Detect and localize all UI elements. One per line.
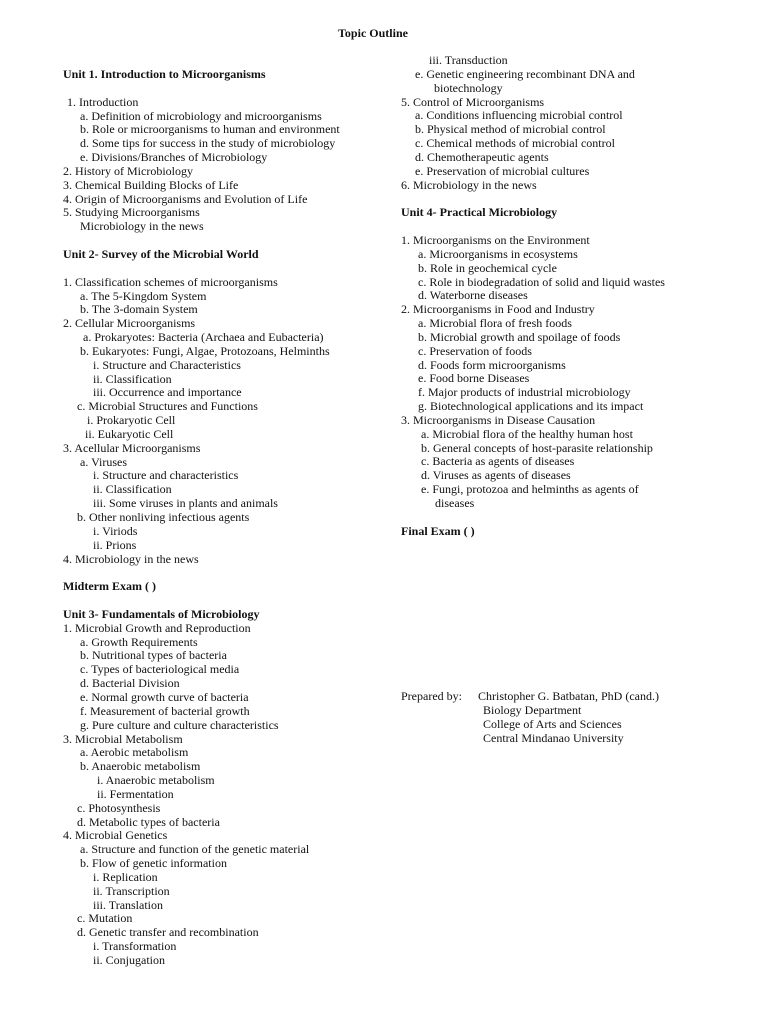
outline-right-column	[401, 54, 741, 539]
outline-item: a. Growth Requirements	[80, 634, 198, 649]
outline-item: i. Structure and characteristics	[93, 468, 239, 483]
outline-item: d. Metabolic types of bacteria	[77, 814, 220, 829]
blank-line	[63, 262, 388, 276]
outline-item: 1. Classification schemes of microorganisms	[63, 274, 278, 289]
prepared-by-row	[401, 690, 741, 704]
university: Central Mindanao University	[483, 730, 624, 745]
blank-line	[63, 566, 388, 580]
outline-item: g. Biotechnological applications and its impact	[418, 399, 644, 414]
outline-item: i. Anaerobic metabolism	[97, 773, 215, 788]
section-heading: Unit 2- Survey of the Microbial World	[63, 246, 259, 261]
outline-item: c. Chemical methods of microbial control	[415, 136, 615, 151]
outline-item: b. Flow of genetic information	[80, 856, 227, 871]
section-heading: Unit 1. Introduction to Microorganisms	[63, 67, 266, 81]
outline-item: i. Viriods	[93, 523, 138, 538]
outline-item: e. Food borne Diseases	[418, 371, 530, 386]
outline-item: e. Divisions/Branches of Microbiology	[80, 150, 268, 165]
outline-item: f. Measurement of bacterial growth	[80, 703, 250, 718]
outline-item: ii. Transcription	[93, 883, 170, 898]
outline-item: i. Replication	[93, 869, 158, 884]
outline-item: 6. Microbiology in the news	[401, 177, 537, 192]
section-heading: Unit 3- Fundamentals of Microbiology	[63, 606, 260, 621]
blank-line	[63, 234, 388, 248]
outline-item: b. Microbial growth and spoilage of foods	[418, 329, 621, 344]
blank-line	[401, 511, 741, 525]
outline-item: a. Prokaryotes: Bacteria (Archaea and Eubacteria)	[83, 330, 324, 345]
outline-item: d. Chemotherapeutic agents	[415, 149, 549, 164]
outline-item: 3. Chemical Building Blocks of Life	[63, 177, 239, 192]
outline-item: f. Major products of industrial microbiology	[418, 385, 631, 400]
page-title: Topic Outline	[338, 26, 408, 40]
outline-item: c. Role in biodegradation of solid and liquid wastes	[418, 274, 665, 289]
outline-item: d. Some tips for success in the study of microbiology	[80, 136, 336, 151]
outline-item: ii. Eukaryotic Cell	[85, 426, 174, 441]
blank-line	[63, 594, 388, 608]
outline-item: c. Microbial Structures and Functions	[77, 399, 258, 414]
outline-item: d. Foods form microorganisms	[418, 357, 566, 372]
outline-item: c. Bacteria as agents of diseases	[421, 454, 575, 469]
outline-item: 3. Microbial Metabolism	[63, 731, 183, 746]
outline-item: b. Role in geochemical cycle	[418, 260, 557, 275]
outline-item: b. Other nonliving infectious agents	[77, 510, 250, 524]
outline-item: a. Structure and function of the genetic material	[80, 842, 310, 857]
outline-item: ii. Classification	[93, 371, 172, 386]
outline-item: 3. Microorganisms in Disease Causation	[401, 412, 596, 427]
outline-item: biotechnology	[434, 80, 503, 95]
outline-item: 2. Cellular Microorganisms	[63, 316, 196, 331]
outline-left-column	[63, 68, 388, 968]
outline-item: a. The 5-Kingdom System	[80, 288, 207, 303]
outline-item: i. Prokaryotic Cell	[87, 413, 176, 428]
outline-item: b. General concepts of host-parasite relationship	[421, 440, 653, 455]
outline-item: 2. History of Microbiology	[63, 163, 193, 178]
preparer-name: Christopher G. Batbatan, PhD (cand.)	[478, 689, 659, 703]
outline-item: b. Role or microorganisms to human and environment	[80, 122, 340, 137]
outline-item: c. Types of bacteriological media	[80, 662, 240, 677]
outline-item: b. Nutritional types of bacteria	[80, 648, 227, 663]
department-row	[401, 704, 741, 718]
outline-item: d. Genetic transfer and recombination	[77, 925, 259, 940]
outline-item: 1. Microbial Growth and Reproduction	[63, 620, 251, 635]
outline-item: i. Transformation	[93, 939, 177, 954]
section-heading: Unit 4- Practical Microbiology	[401, 205, 558, 220]
outline-item: 4. Microbiology in the news	[63, 551, 199, 566]
outline-item: Microbiology in the news	[80, 219, 204, 234]
outline-item: ii. Prions	[93, 537, 137, 552]
section-heading: Final Exam ( )	[401, 523, 475, 538]
outline-item: ii. Classification	[93, 482, 172, 497]
blank-line	[401, 192, 741, 206]
college: College of Arts and Sciences	[483, 716, 622, 731]
outline-item: iii. Occurrence and importance	[93, 385, 242, 400]
outline-item: a. Microorganisms in ecosystems	[418, 246, 578, 261]
outline-item: 3. Acellular Microorganisms	[63, 440, 201, 455]
outline-item: 1. Introduction	[67, 94, 139, 109]
outline-item: 5. Control of Microorganisms	[401, 94, 545, 109]
college-row	[401, 718, 741, 732]
outline-item: 4. Origin of Microorganisms and Evolution of Life	[63, 191, 308, 206]
outline-item: 1. Microorganisms on the Environment	[401, 232, 590, 247]
outline-item: a. Microbial flora of the healthy human host	[421, 426, 633, 441]
outline-item: e. Genetic engineering recombinant DNA and	[415, 66, 635, 81]
outline-item: d. Waterborne diseases	[418, 288, 528, 303]
outline-item: b. Physical method of microbial control	[415, 122, 606, 137]
outline-item: ii. Fermentation	[97, 786, 174, 801]
outline-item: c. Mutation	[77, 911, 133, 926]
outline-item: c. Preservation of foods	[418, 343, 532, 358]
prepared-by-label: Prepared by:	[401, 689, 462, 703]
department: Biology Department	[483, 702, 582, 717]
outline-item: e. Normal growth curve of bacteria	[80, 689, 249, 704]
outline-item: i. Structure and Characteristics	[93, 357, 241, 372]
outline-item: d. Bacterial Division	[80, 676, 180, 691]
prepared-by-block	[401, 690, 741, 745]
university-row	[401, 732, 741, 746]
outline-item: e. Preservation of microbial cultures	[415, 163, 590, 178]
outline-item: 2. Microorganisms in Food and Industry	[401, 302, 595, 317]
outline-item: d. Viruses as agents of diseases	[421, 468, 571, 483]
outline-item: g. Pure culture and culture characteristics	[80, 717, 279, 732]
outline-item: b. Anaerobic metabolism	[80, 759, 201, 774]
blank-line	[63, 82, 388, 96]
outline-item: 4. Microbial Genetics	[63, 828, 168, 843]
outline-item: a. Conditions influencing microbial control	[415, 108, 623, 123]
outline-item: iii. Transduction	[429, 53, 508, 67]
blank-line	[401, 220, 741, 234]
outline-item: e. Fungi, protozoa and helminths as agents of	[421, 482, 639, 497]
outline-item: a. Definition of microbiology and microorganisms	[80, 108, 322, 123]
outline-item: 5. Studying Microorganisms	[63, 205, 200, 220]
outline-item: iii. Some viruses in plants and animals	[93, 496, 278, 511]
outline-item: iii. Translation	[93, 897, 164, 912]
outline-item: ii. Conjugation	[93, 953, 165, 967]
outline-item: c. Photosynthesis	[77, 800, 161, 815]
outline-item: b. Eukaryotes: Fungi, Algae, Protozoans, Helminths	[80, 343, 330, 358]
outline-item: a. Aerobic metabolism	[80, 745, 189, 760]
outline-item: b. The 3-domain System	[80, 302, 198, 317]
outline-item: a. Viruses	[80, 454, 128, 469]
section-heading: Midterm Exam ( )	[63, 579, 156, 594]
outline-item: diseases	[435, 496, 475, 510]
outline-item: a. Microbial flora of fresh foods	[418, 316, 572, 331]
